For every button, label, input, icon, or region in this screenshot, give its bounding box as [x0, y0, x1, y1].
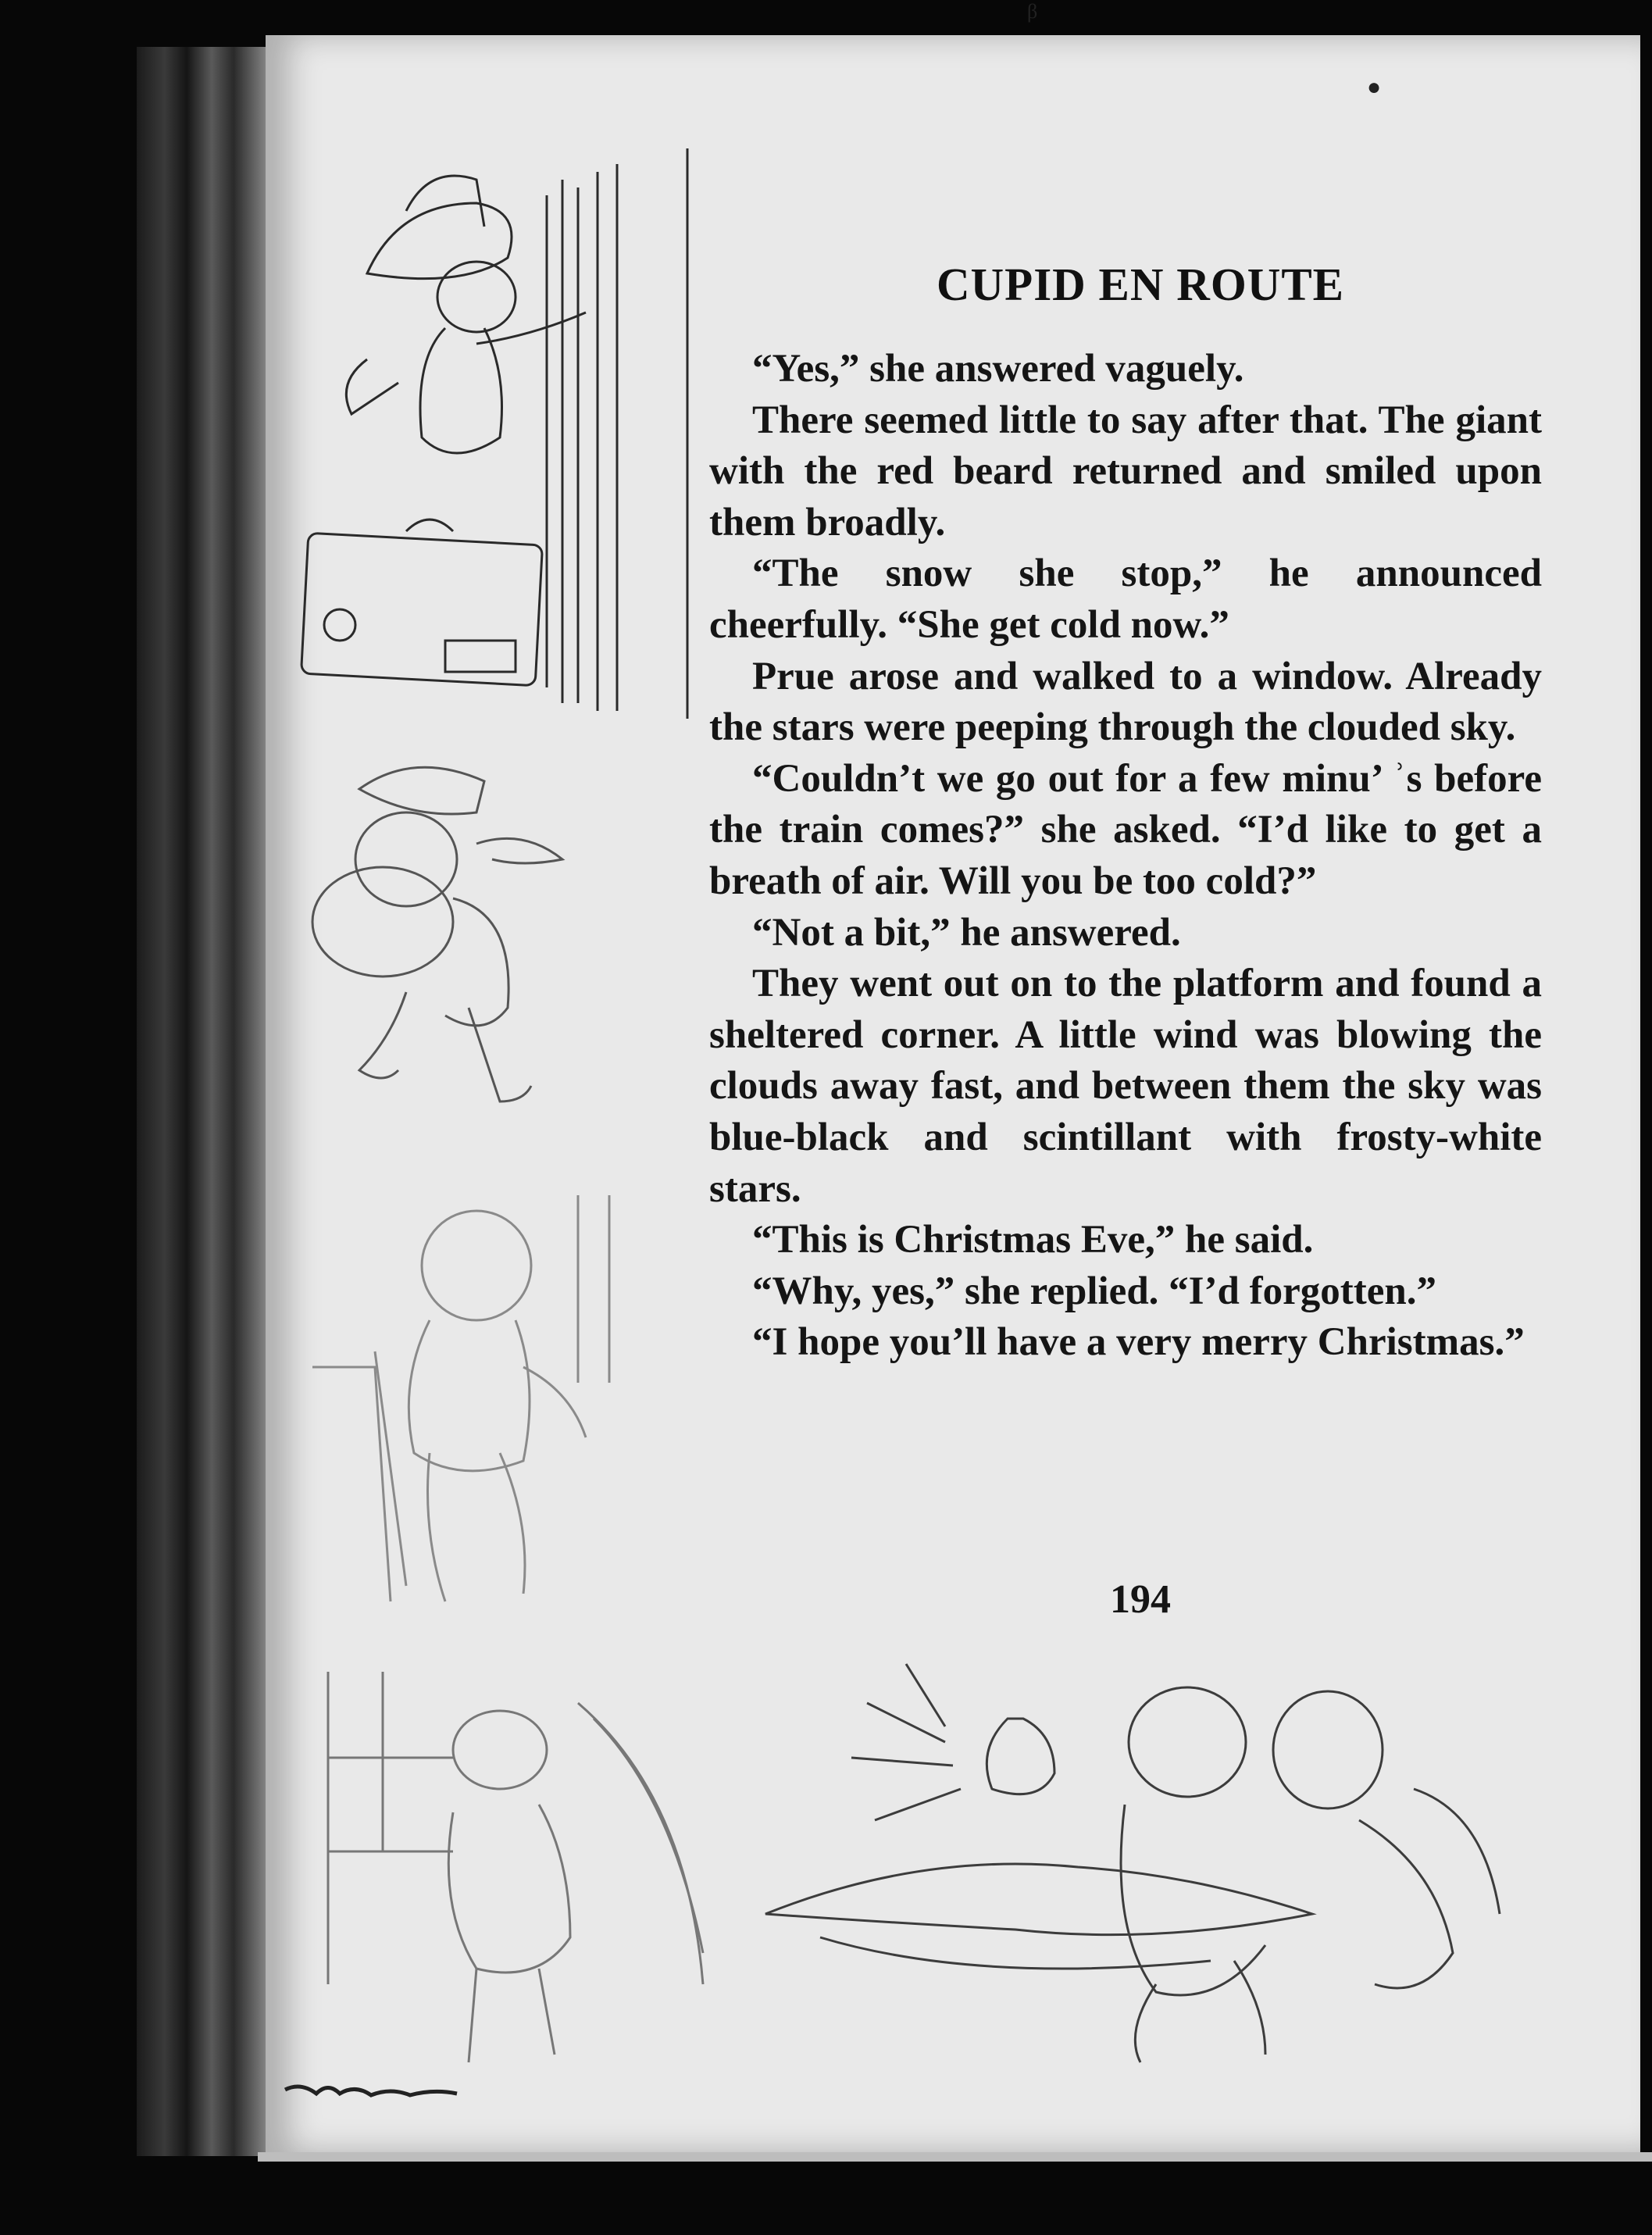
paragraph: There seemed little to say after that. The giant with the red beard returned and smiled upon them broadly.: [709, 398, 1542, 544]
page-number: 194: [1110, 1577, 1171, 1622]
cupid-seated-illustration: [297, 1195, 633, 1633]
scan-mark: β: [1027, 0, 1038, 23]
cupid-suitcase-illustration: [289, 141, 695, 727]
paragraph: They went out on to the platform and found a sheltered corner. A little wind was blowing the clouds away fast, and between them the sky was blue-black and scintillant with frosty-white stars.: [709, 962, 1542, 1211]
paragraph: “Why, yes,” she replied. “I’d forgotten.”: [752, 1269, 1436, 1313]
cupid-carrying-sack-illustration: [289, 742, 601, 1133]
paragraph: “Yes,” she answered vaguely.: [752, 347, 1244, 391]
speck-dot: ●: [1367, 74, 1382, 100]
body-text: [709, 344, 1542, 1369]
paragraph: Prue arose and walked to a window. Already the stars were peeping through the clouded sky.: [709, 654, 1542, 750]
paragraph: “Couldn’t we go out for a few minu’ ʾs before the train comes?” she asked. “I’d like to get a breath of air. Will you be too cold?”: [709, 756, 1542, 903]
running-head: CUPID EN ROUTE: [936, 259, 1345, 310]
paragraph: “I hope you’ll have a very merry Christmas.”: [752, 1320, 1525, 1365]
paragraph: “The snow she stop,” he announced cheerfully. “She get cold now.”: [709, 552, 1542, 647]
cupid-at-window-illustration: [297, 1656, 734, 2094]
page-edge: [258, 2152, 1652, 2162]
cupids-flying-illustration: [750, 1648, 1507, 2086]
paragraph: “Not a bit,” he answered.: [752, 910, 1181, 955]
paragraph: “This is Christmas Eve,” he said.: [752, 1218, 1314, 1262]
artist-signature-illustration: [281, 2070, 484, 2109]
